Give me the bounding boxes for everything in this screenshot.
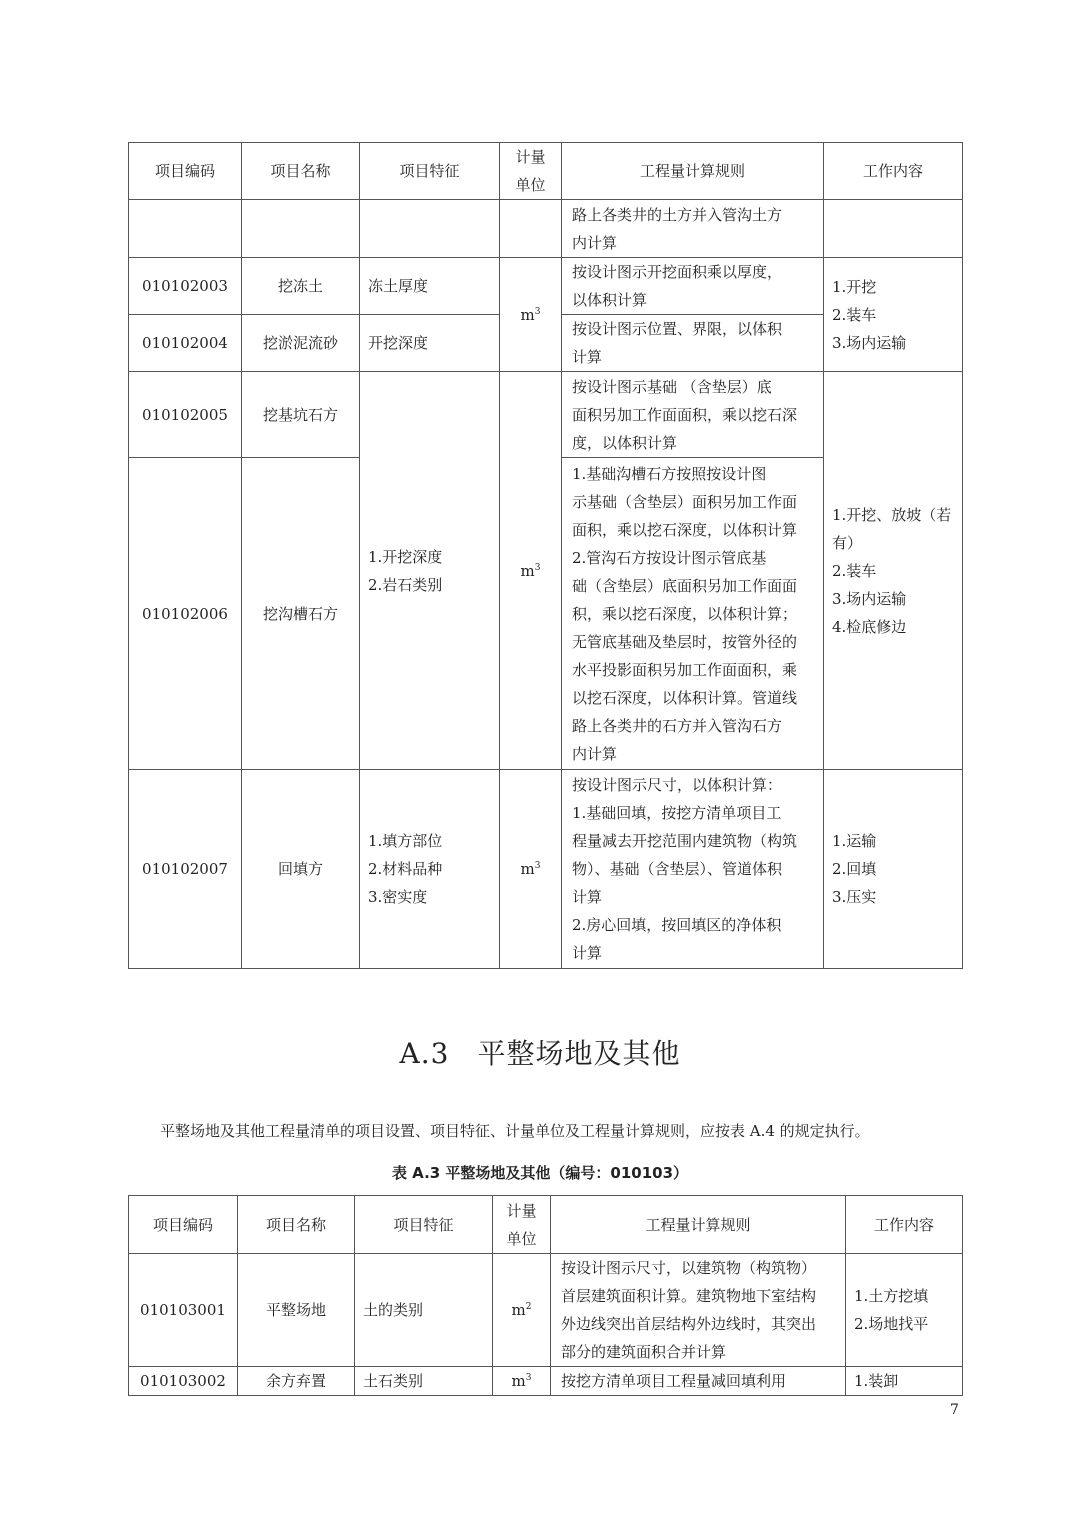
rule-cell: 路上各类井的土方并入管沟土方 内计算 [562,200,824,258]
header-unit-line2: 单位 [515,176,546,194]
item-unit: $m^3$ [500,372,562,770]
item-code: 010102003 [129,258,242,315]
header-work: 工作内容 [846,1196,963,1254]
header-name: 项目名称 [238,1196,355,1254]
intro-paragraph: 平整场地及其他工程量清单的项目设置、项目特征、计量单位及工程量计算规则，应按表 A.4 的规定执行。 [160,1122,870,1140]
item-unit: $m^3$ [500,770,562,969]
header-work: 工作内容 [824,143,963,200]
header-code: 项目编码 [129,1196,238,1254]
rule-cell: 按设计图示基础 （含垫层）底 面积另加工作面面积，乘以挖石深 度，以体积计算 [562,372,824,458]
section-heading [0,1032,1080,1072]
table-row [129,1367,963,1396]
earthwork-table [128,142,963,969]
item-feature: 冻土厚度 [360,258,500,315]
header-unit [500,143,562,200]
item-feature: 土的类别 [355,1254,493,1367]
item-code: 010103002 [129,1367,238,1396]
work-content: 1.运输 2.回填 3.压实 [824,770,963,969]
item-feature: 1.开挖深度 2.岩石类别 [360,372,500,770]
item-code: 010103001 [129,1254,238,1367]
item-unit: $m^3$ [493,1367,551,1396]
header-feature: 项目特征 [355,1196,493,1254]
header-unit-line1: 计量 [515,148,546,166]
item-name: 挖淤泥流砂 [242,315,360,372]
item-name: 余方弃置 [238,1367,355,1396]
work-content: 1.开挖、放坡（若 有） 2.装车 3.场内运输 4.检底修边 [824,372,963,770]
table-header-row [129,1196,963,1254]
item-name: 平整场地 [238,1254,355,1367]
page-number: 7 [950,1402,959,1418]
table-row [129,200,963,258]
item-name: 挖基坑石方 [242,372,360,458]
table-row [129,258,963,315]
rule-cell: 1.基础沟槽石方按照按设计图 示基础（含垫层）面积另加工作面 面积，乘以挖石深度，以体积计算 2.管沟石方按设计图示管底基 础（含垫层）底面积另加工作面面 积，乘以挖石深度，以体积计算； 无管底基础及垫层时，按管外径的 水平投影面积另加工作面面积，乘 以挖石深度，以体积计算。管道线 路上各类井的石方并入管沟石方 内计算 [562,458,824,770]
table-row [129,372,963,458]
rule-cell: 按设计图示位置、界限，以体积 计算 [562,315,824,372]
rule-cell: 按设计图示尺寸，以建筑物（构筑物） 首层建筑面积计算。建筑物地下室结构 外边线突出首层结构外边线时，其突出 部分的建筑面积合并计算 [551,1254,846,1367]
item-feature: 1.填方部位 2.材料品种 3.密实度 [360,770,500,969]
site-leveling-table [128,1195,963,1396]
header-rule: 工程量计算规则 [551,1196,846,1254]
work-content: 1.开挖 2.装车 3.场内运输 [824,258,963,372]
item-feature: 开挖深度 [360,315,500,372]
item-unit: $m^2$ [493,1254,551,1367]
header-unit-line1: 计量 [506,1201,537,1220]
header-feature: 项目特征 [360,143,500,200]
item-unit: $m^3$ [500,258,562,372]
item-code: 010102005 [129,372,242,458]
header-unit-line2: 单位 [506,1229,537,1248]
header-code: 项目编码 [129,143,242,200]
work-content: 1.土方挖填 2.场地找平 [846,1254,963,1367]
table-row [129,770,963,969]
item-name: 挖沟槽石方 [242,458,360,770]
work-content: 1.装卸 [846,1367,963,1396]
item-name: 挖冻土 [242,258,360,315]
table-caption: 表 A.3 平整场地及其他（编号：010103） [391,1164,689,1182]
rule-cell: 按设计图示尺寸，以体积计算： 1.基础回填，按挖方清单项目工 程量减去开挖范围内建筑物（构筑 物）、基础（含垫层）、管道体积 计算 2.房心回填，按回填区的净体积 计算 [562,770,824,969]
item-feature: 土石类别 [355,1367,493,1396]
item-code: 010102006 [129,458,242,770]
header-unit [493,1196,551,1254]
table-row [129,1254,963,1367]
header-name: 项目名称 [242,143,360,200]
rule-cell: 按设计图示开挖面积乘以厚度， 以体积计算 [562,258,824,315]
section-title: 平整场地及其他 [477,1037,681,1070]
item-code: 010102004 [129,315,242,372]
header-rule: 工程量计算规则 [562,143,824,200]
rule-cell: 按挖方清单项目工程量减回填利用 [551,1367,846,1396]
item-code: 010102007 [129,770,242,969]
item-name: 回填方 [242,770,360,969]
section-number: A.3 [399,1037,450,1070]
table-header-row [129,143,963,200]
